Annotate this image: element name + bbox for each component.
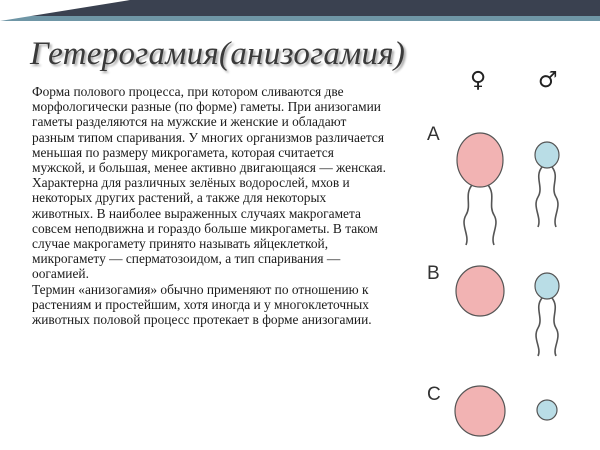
male-flagellum-a-right	[552, 167, 558, 227]
female-gamete-a	[457, 133, 503, 187]
female-gamete-c	[455, 386, 505, 436]
female-flagellum-a-left	[464, 185, 472, 245]
male-flagellum-b-left	[536, 298, 542, 356]
paragraph-definition: Форма полового процесса, при котором сливаются две морфологически разные (по форме) гаметы. При анизогамии гаметы разделяются на мужские и женские и обладают разным типом спаривания. У многих организмов различается меньшая по размеру микрогамета, которая считается мужской, и большая, менее активно двигающаяся — женская. Характерна для различных зелёных водорослей, мхов и некоторых других растений, а также для некоторых животных. В наиболее выраженных случаях макрогамета совсем неподвижна и гораздо больше микрогаметы. В таком случае макрогамету принято называть яйцеклеткой, микрогамету — сперматозоидом, а тип спаривания — оогамией.	[32, 84, 386, 282]
male-flagellum-a-left	[536, 167, 542, 227]
row-label-a: A	[427, 124, 440, 145]
slide-title: Гетерогамия(анизогамия)	[30, 36, 406, 72]
male-gamete-b	[535, 273, 559, 299]
female-flagellum-a-right	[488, 185, 496, 245]
male-gamete-a	[535, 142, 559, 168]
male-symbol-icon: ♂	[538, 68, 558, 93]
female-symbol-icon: ♀	[470, 68, 487, 93]
paragraph-term-usage: Термин «анизогамия» обычно применяют по отношению к растениям и простейшим, хотя иногда и у многоклеточных животных половой процесс протекает в форме анизогамии.	[32, 281, 372, 328]
male-gamete-c	[537, 400, 557, 420]
row-label-b: B	[427, 263, 440, 284]
female-gamete-b	[456, 266, 504, 316]
male-flagellum-b-right	[552, 298, 558, 356]
row-label-c: C	[427, 384, 441, 405]
